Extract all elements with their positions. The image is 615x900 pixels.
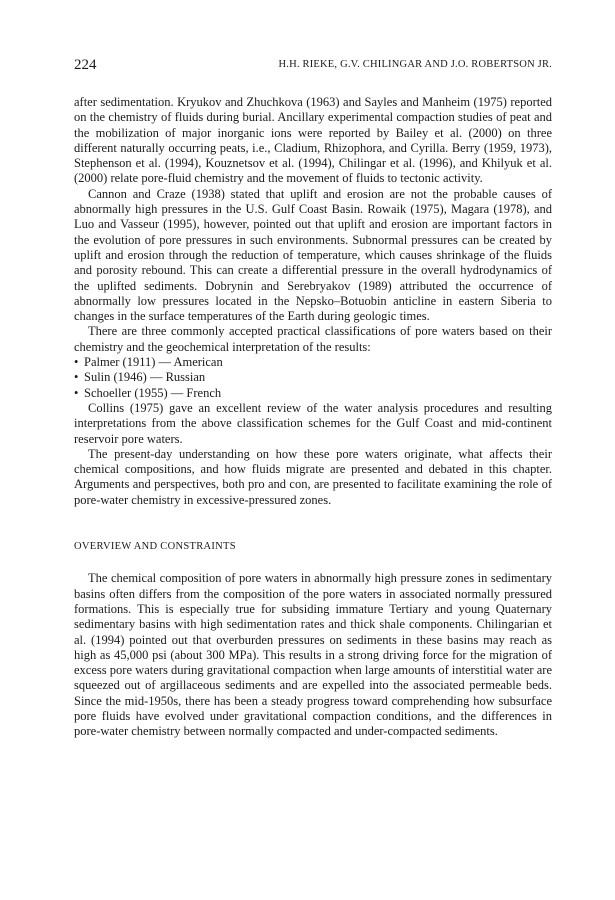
paragraph: Cannon and Craze (1938) stated that uplift and erosion are not the probable causes of abnormally high pressures in the U.S. Gulf Coast Basin. Rowaik (1975), Magara (1978), and Luo and Vasseur (1995), however, pointed out that uplift and erosion are important factors in the evolution of pore pressures in such environments. Subnormal pressures can be created by uplift and erosion through the reduction of temperature, which causes shrinkage of the fluids and porosity rebound. This can create a differential pressure in the overall hydrodynamics of the uplifted sediments. Dobrynin and Serebryakov (1989) attributed the occurrence of abnormally low pressures located in the Nepsko–Botuobin anticline in eastern Siberia to changes in the surface temperatures of the Earth during geologic times. [74,186,552,324]
list-item [74,370,552,385]
list-item-text: Palmer (1911) — American [84,355,223,370]
page-header [74,57,552,77]
paragraph: The present-day understanding on how these pore waters originate, what affects their chemical compositions, and how fluids migrate are presented and debated in this chapter. Arguments and perspectives, both pro and con, are presented to facilitate examining the role of pore-water chemistry in excessive-pressured zones. [74,446,552,507]
bullet-icon: • [74,370,79,385]
section-heading: OVERVIEW AND CONSTRAINTS [74,541,236,553]
body-text [74,95,552,740]
paragraph: The chemical composition of pore waters in abnormally high pressure zones in sedimentary basins often differs from the composition of the pore waters in associated normally pressured formations. This is especially true for subsiding immature Tertiary and young Quaternary sedimentary basins with high sedimentation rates and thick shale components. Chilingarian et al. (1994) pointed out that overburden pressures on sediments in these basins may reach as high as 45,000 psi (about 300 MPa). This results in a strong driving force for the migration of excess pore waters during gravitational compaction when large amounts of interstitial water are squeezed out of argillaceous sediments and are expelled into the associated permeable beds. Since the mid-1950s, there has been a steady progress toward comprehending how subsurface pore fluids have evolved under gravitational compaction conditions, and the differences in pore-water chemistry between normally compacted and under-compacted sediments. [74,571,552,739]
paragraph: after sedimentation. Kryukov and Zhuchkova (1963) and Sayles and Manheim (1975) reported on the chemistry of fluids during burial. Ancillary experimental compaction studies of peat and the mobilization of major inorganic ions were reported by Bailey et al. (2000) on three different naturally occurring peats, i.e., Cladium, Rhizophora, and Cyrilla. Berry (1959, 1973), Stephenson et al. (1994), Kouznetsov et al. (1994), Chilingar et al. (1996), and Khilyuk et al. (2000) relate pore-fluid chemistry and the movement of fluids to tectonic activity. [74,95,552,186]
paragraph: There are three commonly accepted practical classifications of pore waters based on their chemistry and the geochemical interpretation of the results: [74,324,552,354]
running-head: H.H. RIEKE, G.V. CHILINGAR AND J.O. ROBERTSON JR. [278,59,552,70]
list-item-text: Sulin (1946) — Russian [84,370,206,385]
list-item [74,386,552,401]
paragraph: Collins (1975) gave an excellent review of the water analysis procedures and resulting interpretations from the above classification schemes for the Gulf Coast and mid-continent reservoir pore waters. [74,400,552,446]
bullet-icon: • [74,355,79,370]
list-item [74,355,552,370]
classification-list [74,355,552,401]
list-item-text: Schoeller (1955) — French [84,385,222,400]
page-number: 224 [74,57,97,73]
bullet-icon: • [74,385,79,400]
